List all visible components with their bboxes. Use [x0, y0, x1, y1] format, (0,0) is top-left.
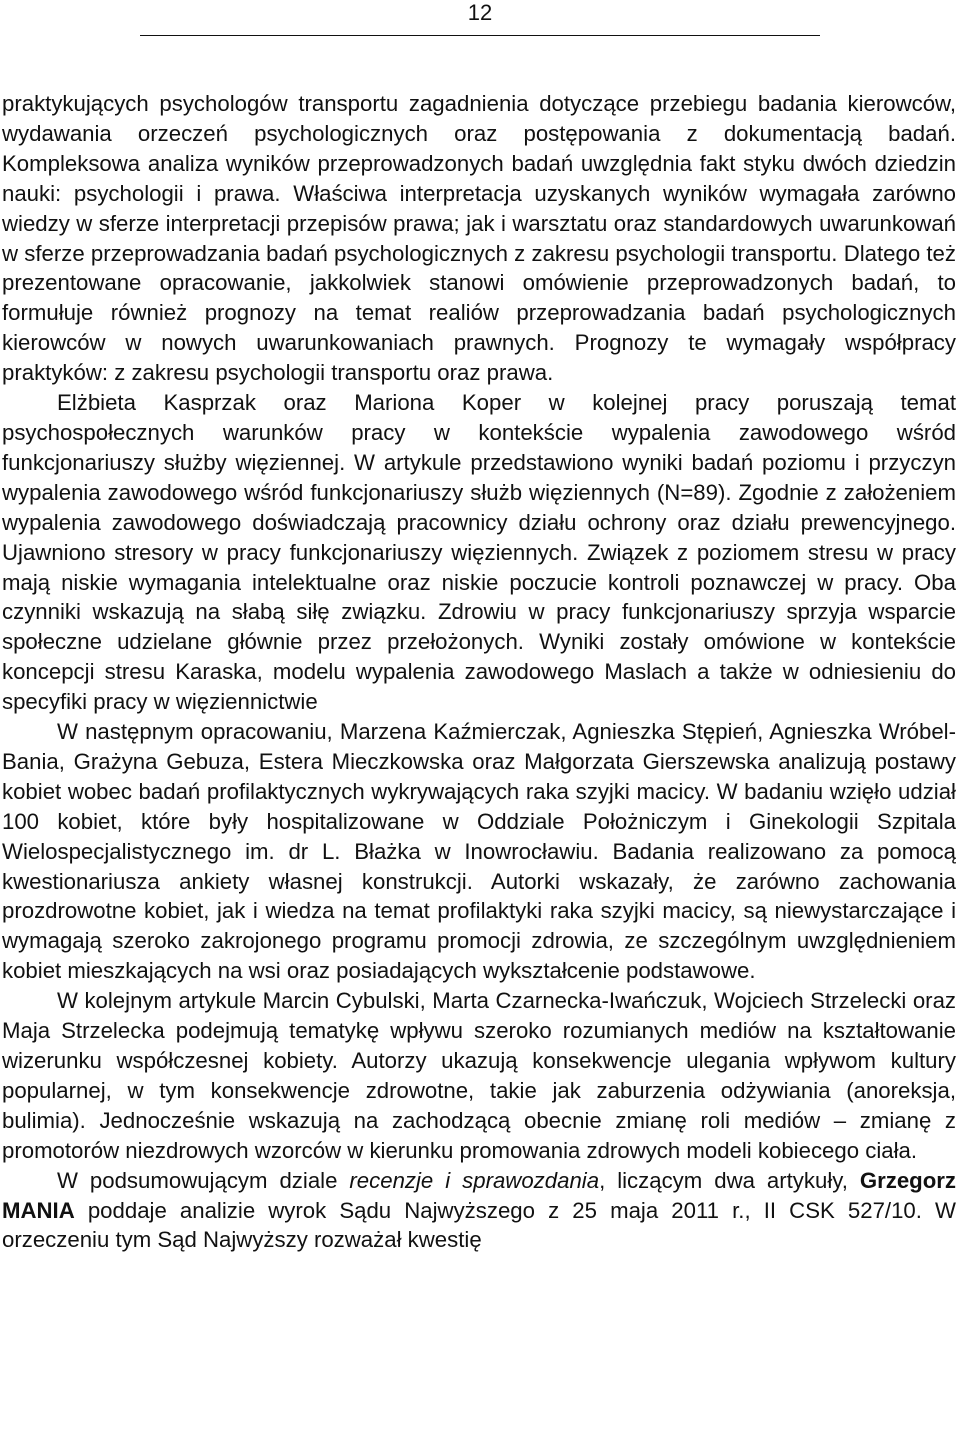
text-segment: poddaje analizie wyrok Sądu Najwyższego z 25 maja 2011 r., II CSK 527/10. W orzeczeniu tym Sąd Najwyższy rozważał kwestię [2, 1197, 956, 1253]
header-rule [140, 35, 820, 36]
author-name-bold: Grzegorz MANIA [2, 1167, 957, 1223]
body-text [2, 89, 956, 1255]
paragraph-media-image: W kolejnym artykule Marcin Cybulski, Marta Czarnecka-Iwańczuk, Wojciech Strzelecki oraz Maja Strzelecka podejmują tematykę wpływu szeroko rozumianych mediów na kształtowanie wizerunku współczesnej kobiety. Autorzy ukazują konsekwencje ulegania wpływom kultury popularnej, w tym konsekwencje zdrowotne, takie jak zaburzenia odżywiania (anoreksja, bulimia). Jednocześnie wskazują na zachodzącą obecnie zmianę roli mediów – zmianę z promotorów niezdrowych wzorców w kierunku promowania zdrowych modeli kobiecego ciała. [2, 988, 956, 1163]
page-number: 12 [467, 0, 493, 25]
paragraph-reviews-summary [2, 1166, 956, 1256]
paragraph-cervical-screening: W następnym opracowaniu, Marzena Kaźmierczak, Agnieszka Stępień, Agnieszka Wróbel-Bania, Grażyna Gebuza, Estera Mieczkowska oraz Małgorzata Gierszewska analizują postawy kobiet wobec badań profilaktycznych wykrywających raka szyjki macicy. W badaniu wzięło udział 100 kobiet, które były hospitalizowane w Oddziale Położniczym i Ginekologii Szpitala Wielospecjalistycznego im. dr L. Błażka w Inowrocławiu. Badania realizowano za pomocą kwestionariusza ankiety własnej konstrukcji. Autorki wskazały, że zarówno zachowania prozdrowotne kobiet, jak i wiedza na temat profilaktyki raka szyjki macicy, są niewystarczające i wymagają szeroko zakrojonego programu promocji zdrowia, ze szczególnym uwzględnieniem kobiet mieszkających na wsi oraz posiadających wykształcenie podstawowe. [2, 719, 956, 984]
text-segment: W podsumowującym dziale [57, 1167, 350, 1193]
paragraph-prison-burnout: Elżbieta Kasprzak oraz Mariona Koper w kolejnej pracy poruszają temat psychospołecznych warunków pracy w kontekście wypalenia zawodowego wśród funkcjonariuszy służby więziennej. W artykule przedstawiono wyniki badań poziomu i przyczyn wypalenia zawodowego wśród funkcjonariuszy służb więziennych (N=89). Zgodnie z założeniem wypalenia zawodowego doświadczają pracownicy działu ochrony oraz działu prewencyjnego. Ujawniono stresory w pracy funkcjonariuszy więziennych. Związek z poziomem stresu w pracy mają niskie wymagania intelektualne oraz niskie poczucie kontroli poznawczej w pracy. Oba czynniki wskazują na słabą siłę związku. Zdrowiu w pracy funkcjonariuszy sprzyja wsparcie społeczne udzielane głównie przez przełożonych. Wyniki zostały omówione w kontekście koncepcji stresu Karaska, modelu wypalenia zawodowego Maslach a także w odniesieniu do specyfiki pracy w więziennictwie [2, 390, 956, 715]
text-segment: , liczącym dwa artykuły, [599, 1167, 860, 1193]
section-name-italic: recenzje i sprawozdania [349, 1167, 600, 1193]
paragraph-transport-psychology: praktykujących psychologów transportu zagadnienia dotyczące przebiegu badania kierowców, wydawania orzeczeń psychologicznych oraz postępowania z dokumentacją badań. Kompleksowa analiza wyników przeprowadzonych badań uwzględnia fakt styku dwóch dziedzin nauki: psychologii i prawa. Właściwa interpretacja uzyskanych wyników wymagała zarówno wiedzy w sferze interpretacji przepisów prawa; jak i warsztatu oraz standardowych uwarunkowań w sferze przeprowadzania badań psychologicznych z zakresu psychologii transportu. Dlatego też prezentowane opracowanie, jakkolwiek stanowi omówienie przeprowadzonych badań, to formułuje również prognozy na temat realiów przeprowadzania badań psychologicznych kierowców w nowych uwarunkowaniach prawnych. Prognozy te wymagały współpracy praktyków: z zakresu psychologii transportu oraz prawa. [2, 91, 956, 386]
